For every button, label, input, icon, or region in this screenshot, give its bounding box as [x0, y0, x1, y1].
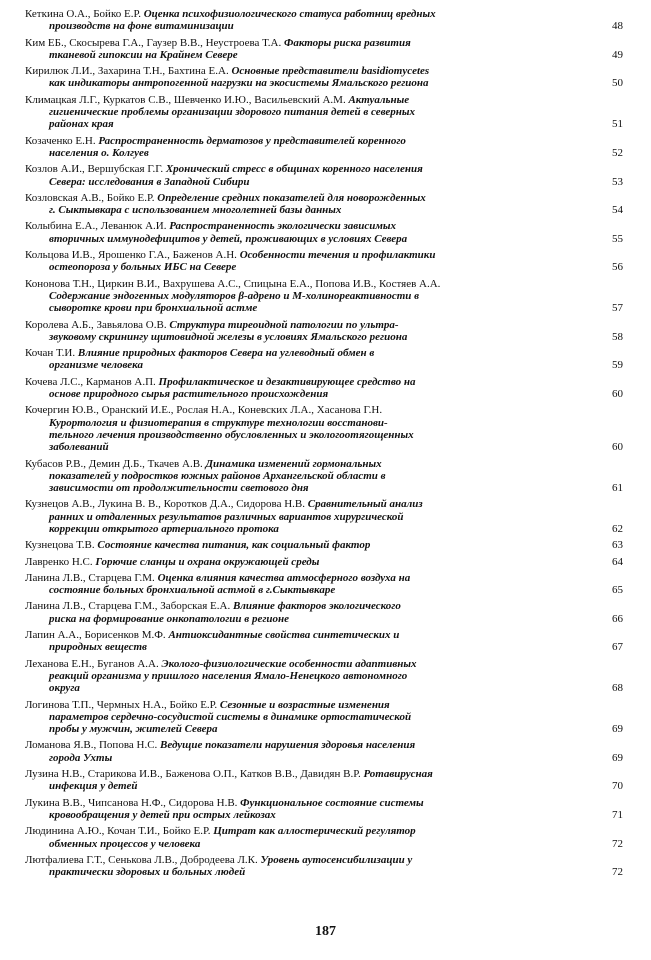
entry-page-number: 59	[612, 359, 623, 372]
entry-authors: Кузнецов А.В., Лукина В. В., Коротков Д.А., Сидорова Н.В.	[25, 498, 308, 511]
entry-page-number: 67	[612, 641, 623, 654]
entry-page-number: 64	[612, 555, 623, 568]
toc-entry	[25, 347, 623, 372]
toc-entry	[25, 404, 623, 453]
entry-title: Динамика изменений гормональных	[205, 457, 382, 470]
entry-title-continuation: Курортология и физиотерапия в структуре технологии восстанови-	[49, 416, 388, 429]
entry-first-line	[25, 376, 583, 388]
entry-first-line	[25, 458, 583, 470]
entry-authors: Козловская А.В., Бойко Е.Р.	[25, 191, 158, 204]
entry-title-continuation: населения о. Колгуев	[49, 146, 149, 159]
toc-entry	[25, 319, 623, 344]
entry-page-number: 66	[612, 612, 623, 625]
toc-entry	[25, 539, 623, 551]
entry-title-continuation: основе природного сырья растительного происхождения	[49, 388, 329, 401]
entry-authors: Лузина Н.В., Старикова И.В., Баженова О.П., Катков В.В., Давидян В.Р.	[25, 768, 364, 781]
entry-authors: Ломанова Я.В., Попова Н.С.	[25, 739, 161, 752]
entry-authors: Лютфалиева Г.Т., Сенькова Л.В., Добродеева Л.К.	[25, 853, 261, 866]
entry-authors: Козаченко Е.Н.	[25, 134, 99, 147]
entry-page-number: 69	[612, 723, 623, 736]
entry-first-line	[25, 797, 583, 809]
entry-title-continuation: как индикаторы антропогенной нагрузки на экосистемы Ямальского региона	[49, 77, 429, 90]
entry-title: Цитрат как аллостерический регулятор	[213, 825, 416, 838]
toc-entry	[25, 825, 623, 850]
entry-first-line	[25, 135, 583, 147]
entry-title-continuation: природных веществ	[49, 641, 147, 654]
entry-title: Функциональное состояние системы	[240, 796, 424, 809]
entry-first-line	[25, 825, 583, 837]
entry-page-number: 55	[612, 232, 623, 245]
entry-title: Эколого-физиологические особенности адаптивных	[161, 657, 417, 670]
entry-page-number: 72	[612, 866, 623, 879]
entry-first-line	[25, 220, 583, 232]
entry-page-number: 53	[612, 175, 623, 188]
entry-title-continuation: коррекции открытого артериального протока	[49, 522, 279, 535]
entry-first-line	[25, 278, 583, 290]
entry-authors: Кононова Т.Н., Циркин В.И., Вахрушева А.С., Спицына Е.А., Попова И.В., Костяев А.А.	[25, 277, 441, 290]
entry-title: Антиоксидантные свойства синтетических и	[168, 629, 400, 642]
entry-page-number: 58	[612, 330, 623, 343]
entry-title-continuation: состояние больных бронхиальной астмой в г.Сыктывкаре	[49, 584, 336, 597]
entry-authors: Ким ЕБ., Скосырева Г.А., Гаузер В.В., Неустроева Т.А.	[25, 36, 284, 49]
entry-page-number: 60	[612, 441, 623, 454]
entry-title: Особенности течения и профилактики	[239, 249, 436, 262]
entry-title: Распространенность дерматозов у представителей коренного	[98, 134, 406, 147]
entry-page-number: 69	[612, 751, 623, 764]
entry-title-continuation: кровообращения у детей при острых лейкозах	[49, 808, 276, 821]
entry-title: Сезонные и возрастные изменения	[219, 698, 390, 711]
entry-title-continuation: вторичных иммунодефицитов у детей, проживающих в условиях Севера	[49, 232, 408, 245]
toc-entry	[25, 572, 623, 597]
toc-entry	[25, 37, 623, 62]
entry-title-continuation: пробы у мужчин, жителей Севера	[49, 723, 218, 736]
entry-title: Профилактическое и дезактивирующее средство на	[158, 375, 416, 388]
entry-title-continuation: остеопороза у больных ИБС на Севере	[49, 261, 237, 274]
entry-page-number: 61	[612, 482, 623, 495]
entry-authors: Кочан Т.И.	[25, 347, 78, 360]
entry-first-line	[25, 65, 583, 77]
toc-entry	[25, 192, 623, 217]
entry-title: Ведущие показатели нарушения здоровья населения	[160, 739, 416, 752]
entry-authors: Лапин А.А., Борисенков М.Ф.	[25, 629, 169, 642]
entry-first-line	[25, 347, 583, 359]
entry-first-line	[25, 854, 583, 866]
entry-authors: Колыбина Е.А., Леванюк А.И.	[25, 220, 170, 233]
table-of-contents	[25, 8, 623, 882]
entry-page-number: 52	[612, 146, 623, 159]
entry-first-line	[25, 163, 583, 175]
entry-title: Актуальные	[348, 93, 410, 106]
entry-first-line	[25, 37, 583, 49]
entry-first-line	[25, 192, 583, 204]
toc-entry	[25, 65, 623, 90]
entry-first-line	[25, 572, 583, 584]
entry-page-number: 51	[612, 118, 623, 131]
entry-page-number: 48	[612, 20, 623, 33]
entry-title: Влияние природных факторов Севера на углеводный обмен в	[77, 347, 375, 360]
toc-entry	[25, 768, 623, 793]
entry-title-continuation: реакций организма у пришлого населения Ямало-Ненецкого автономного	[49, 669, 408, 682]
toc-entry	[25, 629, 623, 654]
toc-entry	[25, 249, 623, 274]
entry-title-continuation: г. Сыктывкара с использованием многолетней базы данных	[49, 204, 342, 217]
entry-title-continuation: тканевой гипоксии на Крайнем Севере	[49, 48, 238, 61]
entry-page-number: 49	[612, 48, 623, 61]
toc-entry	[25, 699, 623, 736]
entry-page-number: 70	[612, 780, 623, 793]
entry-first-line	[25, 319, 583, 331]
entry-authors: Леханова Е.Н., Буганов А.А.	[25, 657, 162, 670]
entry-title: Горючие сланцы и охрана окружающей среды	[95, 555, 320, 568]
entry-page-number: 50	[612, 77, 623, 90]
toc-entry	[25, 8, 623, 33]
toc-entry	[25, 278, 623, 315]
entry-title: Распространенность экологически зависимых	[169, 220, 396, 233]
entry-title-continuation: инфекция у детей	[49, 780, 138, 793]
entry-authors: Людинина А.Ю., Кочан Т.И., Бойко Е.Р.	[25, 825, 214, 838]
entry-title-continuation: производств на фоне витаминизации	[49, 20, 234, 33]
entry-authors: Ланина Л.В., Старцева Г.М., Заборская Е.А.	[25, 600, 233, 613]
entry-first-line	[25, 249, 583, 261]
toc-entry	[25, 220, 623, 245]
entry-authors: Логинова Т.П., Чермных Н.А., Бойко Е.Р.	[25, 698, 220, 711]
entry-first-line	[25, 539, 583, 551]
entry-title-continuation: ранних и отдаленных результатов различных вариантов хирургической	[49, 510, 404, 523]
entry-first-line	[25, 699, 583, 711]
entry-authors: Лукина В.В., Чипсанова Н.Ф., Сидорова Н.В.	[25, 796, 241, 809]
entry-authors: Климацкая Л.Г., Куркатов С.В., Шевченко И.Ю., Васильевский А.М.	[25, 93, 349, 106]
entry-page-number: 62	[612, 522, 623, 535]
entry-title-continuation: практически здоровых и больных людей	[49, 866, 246, 879]
entry-page-number: 71	[612, 808, 623, 821]
entry-authors: Кольцова И.В., Ярошенко Г.А., Баженов А.Н.	[25, 249, 240, 262]
entry-first-line	[25, 8, 583, 20]
toc-entry	[25, 135, 623, 160]
entry-title-continuation: обменных процессов у человека	[49, 837, 201, 850]
entry-authors: Кузнецова Т.В.	[25, 539, 98, 552]
entry-title: Хронический стресс в общинах коренного населения	[165, 163, 423, 176]
entry-first-line	[25, 768, 583, 780]
entry-page-number: 56	[612, 261, 623, 274]
entry-title: Ротавирусная	[363, 768, 433, 781]
entry-title-continuation: организме человека	[49, 359, 143, 372]
toc-entry	[25, 739, 623, 764]
entry-title: Состояние качества питания, как социальный фактор	[97, 539, 371, 552]
entry-title-continuation: районах края	[49, 118, 114, 131]
toc-entry	[25, 600, 623, 625]
entry-first-line	[25, 94, 583, 106]
entry-authors: Кочева Л.С., Карманов А.П.	[25, 375, 159, 388]
toc-entry	[25, 498, 623, 535]
entry-page-number: 72	[612, 837, 623, 850]
entry-title: Уровень аутосенсибилизации у	[260, 853, 413, 866]
toc-entry	[25, 556, 623, 568]
entry-authors: Кирилюк Л.И., Захарина Т.Н., Бахтина Е.А.	[25, 65, 232, 78]
entry-authors: Кочергин Ю.В., Оранский И.Е., Рослая Н.А., Коневских Л.А., Хасанова Г.Н.	[25, 404, 383, 417]
page-number: 187	[315, 924, 336, 939]
entry-title-continuation: Содержание эндогенных модуляторов β-адрено и М-холинореактивности в	[49, 289, 420, 302]
entry-first-line	[25, 739, 583, 751]
entry-authors: Кеткина О.А., Бойко Е.Р.	[25, 8, 144, 20]
entry-page-number: 60	[612, 388, 623, 401]
entry-page-number: 65	[612, 584, 623, 597]
toc-entry	[25, 797, 623, 822]
entry-title-continuation: сыворотке крови при бронхиальной астме	[49, 302, 258, 315]
toc-entry	[25, 163, 623, 188]
entry-page-number: 68	[612, 682, 623, 695]
entry-title-continuation: города Ухты	[49, 751, 113, 764]
entry-title: Сравнительный анализ	[307, 498, 423, 511]
entry-authors: Королева А.Б., Завьялова О.В.	[25, 318, 170, 331]
toc-entry	[25, 376, 623, 401]
entry-page-number: 63	[612, 539, 623, 552]
entry-first-line	[25, 658, 583, 670]
entry-title-continuation: Севера: исследования в Западной Сибири	[49, 175, 250, 188]
entry-title-continuation: параметров сердечно-сосудистой системы в динамике ортостатической	[49, 710, 412, 723]
entry-first-line	[25, 556, 583, 568]
entry-title: Влияние факторов экологического	[232, 600, 401, 613]
entry-title-continuation: гигиенические проблемы организации здорового питания детей в северных	[49, 106, 416, 119]
entry-title-continuation: округа	[49, 682, 80, 695]
entry-title: Факторы риска развития	[283, 36, 411, 49]
entry-title: Оценка влияния качества атмосферного воздуха на	[157, 571, 411, 584]
toc-entry	[25, 458, 623, 495]
entry-title: Оценка психофизиологического статуса работниц вредных	[143, 8, 436, 20]
entry-first-line	[25, 629, 583, 641]
entry-title: Определение средних показателей для новорожденных	[157, 191, 426, 204]
entry-first-line	[25, 404, 583, 416]
entry-title: Основные представители basidiomycetes	[231, 65, 430, 78]
entry-authors: Козлов А.И., Вершубская Г.Г.	[25, 163, 166, 176]
entry-authors: Лавренко Н.С.	[25, 555, 96, 568]
entry-title-continuation: звуковому скринингу щитовидной железы в условиях Ямальского региона	[49, 330, 408, 343]
entry-title-continuation: тельного лечения производственно обусловленных и экологоотягощенных	[49, 428, 414, 441]
toc-entry	[25, 94, 623, 131]
entry-authors: Кубасов Р.В., Демин Д.Б., Ткачев А.В.	[25, 457, 206, 470]
toc-entry	[25, 854, 623, 879]
entry-first-line	[25, 498, 583, 510]
entry-title-continuation: риска на формирование онкопатологии в регионе	[49, 612, 290, 625]
entry-title: Структура тиреоидной патологии по ультра-	[169, 318, 399, 331]
entry-authors: Ланина Л.В., Старцева Г.М.	[25, 571, 158, 584]
entry-title-continuation: зависимости от продолжительности светового дня	[49, 482, 309, 495]
entry-title-continuation: заболеваний	[49, 441, 109, 454]
entry-page-number: 57	[612, 302, 623, 315]
toc-entry	[25, 658, 623, 695]
entry-title-continuation: показателей у подростков южных районов Архангельской области в	[49, 469, 386, 482]
entry-page-number: 54	[612, 204, 623, 217]
entry-first-line	[25, 600, 583, 612]
